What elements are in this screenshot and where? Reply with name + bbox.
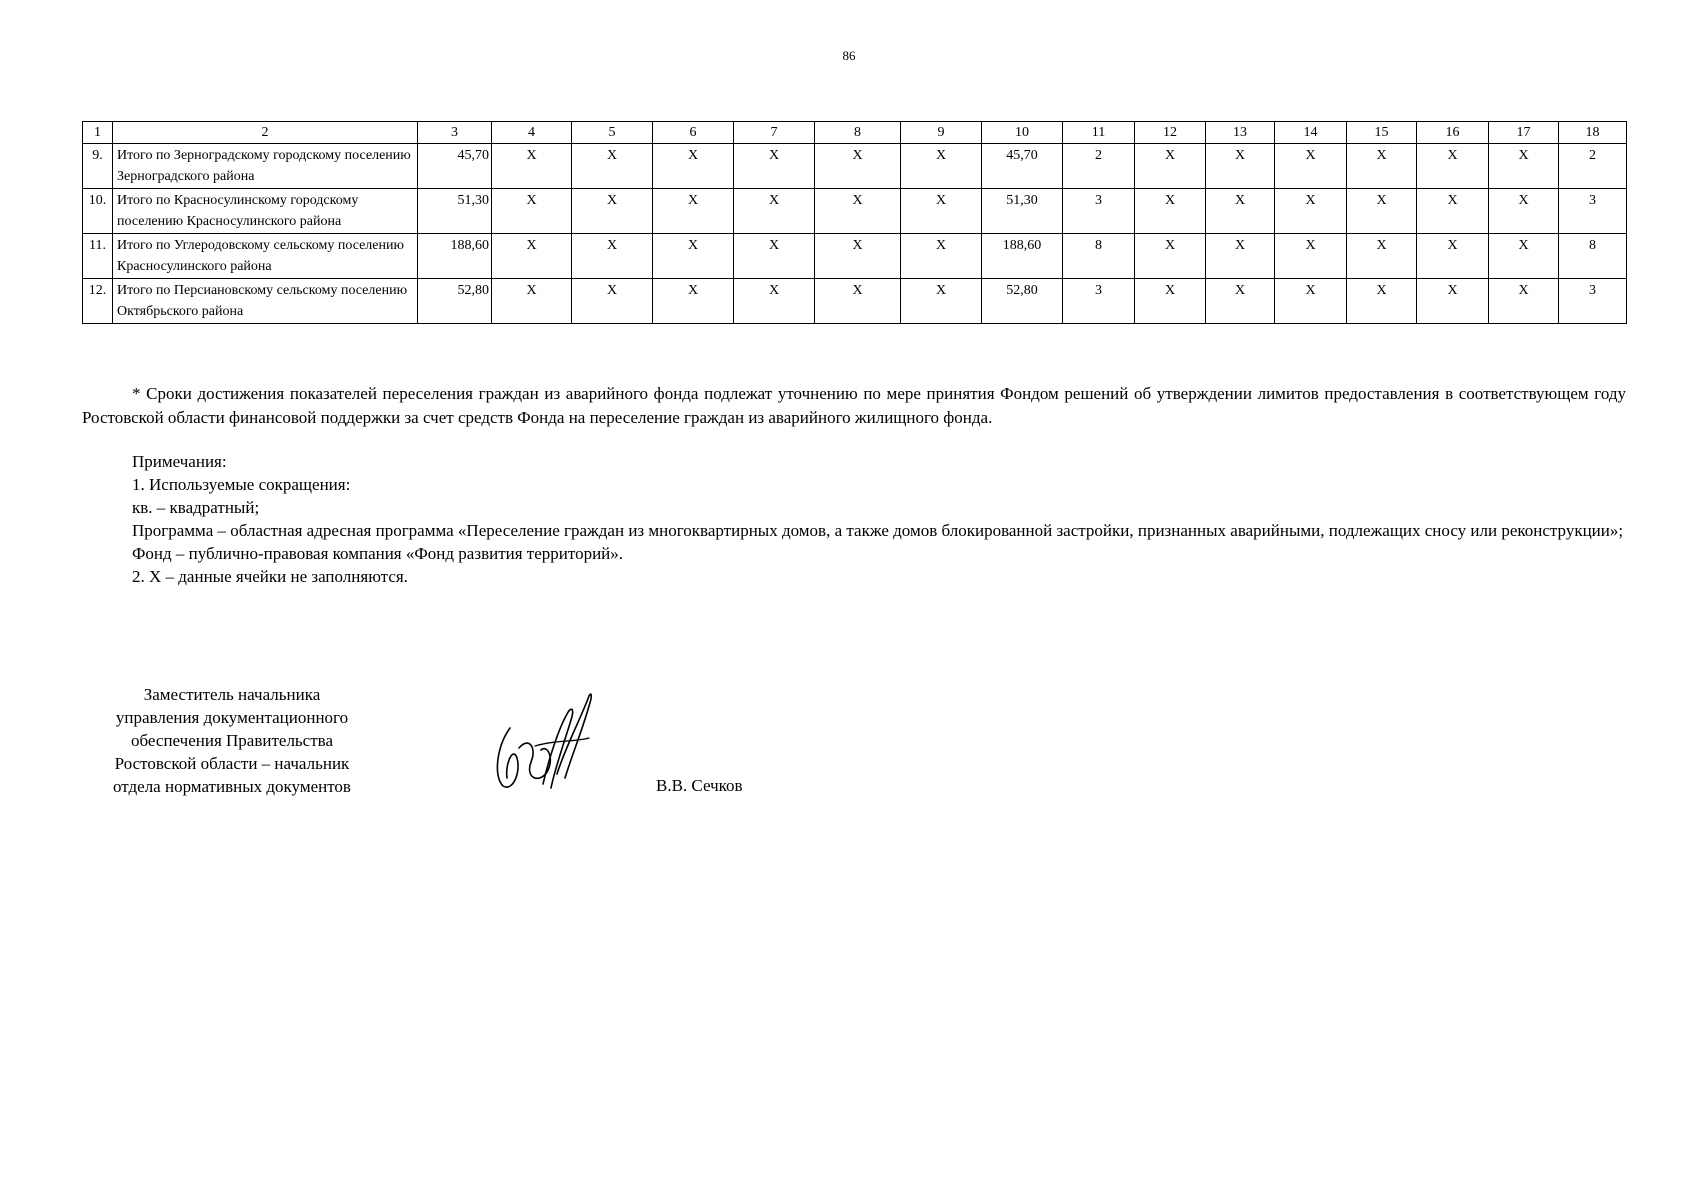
table-cell: X: [734, 234, 815, 279]
column-header: 4: [492, 122, 572, 144]
table-cell: X: [1347, 144, 1417, 189]
row-name: Итого по Персиановскому сельскому поселению Октябрьского района: [113, 279, 418, 324]
table-cell: X: [1347, 189, 1417, 234]
table-cell: 3: [1063, 279, 1135, 324]
table-cell: X: [815, 144, 901, 189]
abbreviation-fund: Фонд – публично-правовая компания «Фонд развития территорий».: [132, 544, 624, 563]
table-cell: X: [1135, 234, 1206, 279]
table-cell: 3: [1559, 189, 1627, 234]
table-cell: 51,30: [982, 189, 1063, 234]
table-cell: 188,60: [418, 234, 492, 279]
table-cell: X: [1275, 144, 1347, 189]
table-cell: X: [653, 144, 734, 189]
row-number: 12.: [83, 279, 113, 324]
table-cell: 45,70: [418, 144, 492, 189]
row-name: Итого по Углеродовскому сельскому поселению Красносулинского района: [113, 234, 418, 279]
table-cell: 52,80: [982, 279, 1063, 324]
column-header: 5: [572, 122, 653, 144]
signatory-title-line: отдела нормативных документов: [113, 777, 351, 796]
page-number: 86: [842, 48, 856, 63]
column-header: 6: [653, 122, 734, 144]
signatory-title-line: управления документационного: [115, 708, 349, 727]
table-cell: X: [1275, 279, 1347, 324]
table-row: [83, 234, 1627, 279]
abbreviation-program: Программа – областная адресная программа «Переселение граждан из многоквартирных домов, а также домов блокированной застройки, признанных аварийными, подлежащих сносу или реконструкции»;: [132, 521, 1624, 540]
column-header: 12: [1135, 122, 1206, 144]
table-cell: 3: [1063, 189, 1135, 234]
table-cell: 2: [1559, 144, 1627, 189]
table-cell: 8: [1063, 234, 1135, 279]
table-cell: X: [1206, 234, 1275, 279]
table-cell: X: [901, 189, 982, 234]
table-cell: 3: [1559, 279, 1627, 324]
row-name: Итого по Красносулинскому городскому поселению Красносулинского района: [113, 189, 418, 234]
column-header: 7: [734, 122, 815, 144]
table-cell: 8: [1559, 234, 1627, 279]
column-header: 15: [1347, 122, 1417, 144]
table-cell: X: [1206, 279, 1275, 324]
table-cell: X: [572, 144, 653, 189]
row-number: 10.: [83, 189, 113, 234]
table-row: [83, 144, 1627, 189]
table-cell: X: [1417, 189, 1489, 234]
column-header: 10: [982, 122, 1063, 144]
table-cell: X: [1135, 189, 1206, 234]
column-header: 17: [1489, 122, 1559, 144]
table-cell: X: [815, 189, 901, 234]
table-cell: X: [492, 234, 572, 279]
signatory-title: [82, 683, 382, 798]
signatory-title-line: Заместитель начальника: [143, 685, 321, 704]
table-cell: 45,70: [982, 144, 1063, 189]
table-cell: 2: [1063, 144, 1135, 189]
table-cell: X: [1135, 144, 1206, 189]
table-cell: X: [734, 189, 815, 234]
column-header: 14: [1275, 122, 1347, 144]
table-cell: X: [1347, 234, 1417, 279]
table-cell: X: [815, 234, 901, 279]
table-cell: X: [492, 144, 572, 189]
column-header: 13: [1206, 122, 1275, 144]
signatory-title-line: обеспечения Правительства: [131, 731, 333, 750]
table-cell: X: [572, 234, 653, 279]
table-cell: 188,60: [982, 234, 1063, 279]
table-cell: X: [492, 279, 572, 324]
table-cell: X: [1206, 189, 1275, 234]
footnote: * Сроки достижения показателей переселения граждан из аварийного фонда подлежат уточнению по мере принятия Фондом решений об утверждении лимитов предоставления в соответствующем году Ростовской области финансовой поддержки за счет средств Фонда на переселение граждан из аварийного жилищного фонда.: [82, 384, 1626, 427]
table-cell: X: [901, 279, 982, 324]
table-cell: X: [901, 144, 982, 189]
column-header: 3: [418, 122, 492, 144]
table-cell: 51,30: [418, 189, 492, 234]
table-cell: X: [572, 279, 653, 324]
column-header: 9: [901, 122, 982, 144]
table-cell: 52,80: [418, 279, 492, 324]
signatory-name: В.В. Сечков: [656, 776, 743, 795]
table-cell: X: [1417, 279, 1489, 324]
table-cell: X: [492, 189, 572, 234]
table-cell: X: [734, 279, 815, 324]
column-header: 1: [83, 122, 113, 144]
table-cell: X: [653, 279, 734, 324]
data-table: [82, 121, 1627, 324]
column-header: 2: [113, 122, 418, 144]
table-cell: X: [1275, 234, 1347, 279]
column-header: 16: [1417, 122, 1489, 144]
notes-item-1: 1. Используемые сокращения:: [132, 475, 351, 494]
table-cell: X: [1489, 234, 1559, 279]
row-number: 11.: [83, 234, 113, 279]
table-cell: X: [1417, 234, 1489, 279]
table-cell: X: [1489, 144, 1559, 189]
notes-item-2: 2. X – данные ячейки не заполняются.: [132, 567, 408, 586]
table-cell: X: [572, 189, 653, 234]
table-cell: X: [1417, 144, 1489, 189]
table-cell: X: [1489, 279, 1559, 324]
table-cell: X: [653, 234, 734, 279]
table-cell: X: [1489, 189, 1559, 234]
table-cell: X: [1275, 189, 1347, 234]
table-row: [83, 279, 1627, 324]
column-header: 8: [815, 122, 901, 144]
column-header: 18: [1559, 122, 1627, 144]
table-cell: X: [815, 279, 901, 324]
abbreviation-kv: кв. – квадратный;: [132, 498, 260, 517]
table-cell: X: [734, 144, 815, 189]
notes-title: Примечания:: [132, 452, 227, 471]
table-cell: X: [1206, 144, 1275, 189]
table-cell: X: [653, 189, 734, 234]
table-row: [83, 189, 1627, 234]
table-cell: X: [1135, 279, 1206, 324]
row-name: Итого по Зерноградскому городскому поселению Зерноградского района: [113, 144, 418, 189]
notes-section: [82, 450, 1626, 588]
table-cell: X: [1347, 279, 1417, 324]
signatory-title-line: Ростовской области – начальник: [114, 754, 350, 773]
column-header: 11: [1063, 122, 1135, 144]
table-header-row: [83, 122, 1627, 144]
handwritten-signature: [485, 688, 605, 798]
table-cell: X: [901, 234, 982, 279]
row-number: 9.: [83, 144, 113, 189]
